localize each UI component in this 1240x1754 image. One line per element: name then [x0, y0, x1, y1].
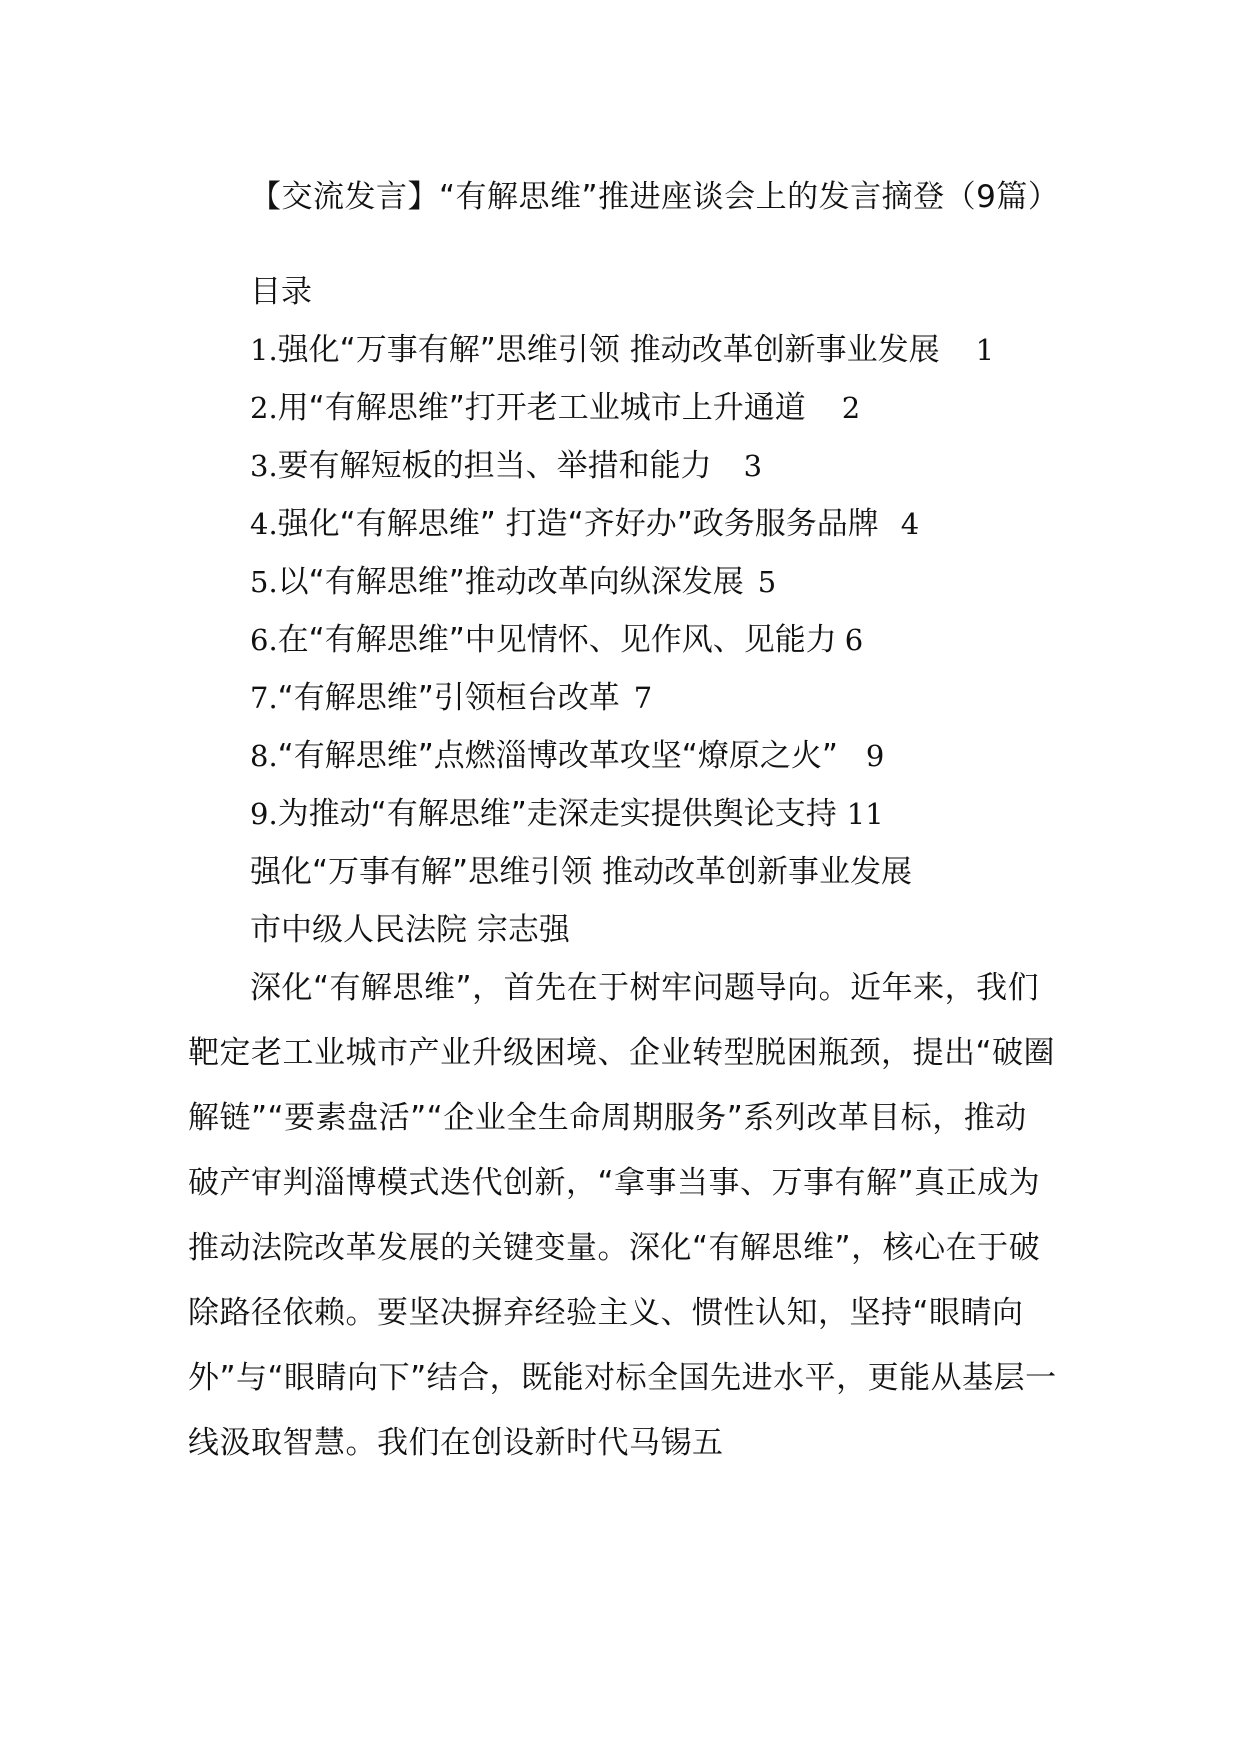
toc-item-9[interactable] [250, 782, 884, 847]
toc-item-page: 1 [975, 333, 995, 367]
toc-item-number: 2. [250, 391, 278, 425]
toc-item-number: 9. [250, 797, 278, 831]
toc-item-text: 强化“有解思维” 打造“齐好办”政务服务品牌 [277, 506, 879, 542]
document-title: 【交流发言】“有解思维”推进座谈会上的发言摘登（9篇） [250, 179, 1060, 215]
toc-item-text: 在“有解思维”中见情怀、见作风、见能力 [277, 622, 837, 658]
toc-item-number: 3. [250, 449, 278, 483]
toc-item-page: 9 [865, 739, 885, 773]
toc-item-5[interactable] [250, 550, 776, 615]
author-line: 市中级人民法院 宗志强 [250, 912, 570, 948]
toc-item-page: 6 [844, 623, 864, 657]
toc-item-page: 2 [841, 391, 861, 425]
toc-item-text: 要有解短板的担当、举措和能力 [277, 448, 712, 484]
toc-item-8[interactable] [250, 724, 884, 789]
toc-item-number: 7. [250, 681, 278, 715]
toc-item-text: 强化“万事有解”思维引领 推动改革创新事业发展 [277, 332, 940, 368]
toc-item-1[interactable] [250, 318, 994, 383]
section-title: 强化“万事有解”思维引领 推动改革创新事业发展 [250, 854, 912, 890]
toc-item-2[interactable] [250, 376, 860, 441]
toc-item-page: 11 [846, 797, 884, 831]
toc-item-6[interactable] [250, 608, 863, 673]
toc-item-text: 为推动“有解思维”走深走实提供舆论支持 [277, 796, 837, 832]
toc-item-7[interactable] [250, 666, 652, 731]
toc-item-number: 4. [250, 507, 278, 541]
toc-item-3[interactable] [250, 434, 762, 499]
toc-item-text: 以“有解思维”推动改革向纵深发展 [277, 564, 744, 600]
toc-item-text: “有解思维”点燃淄博改革攻坚“燎原之火” [277, 738, 838, 774]
toc-item-number: 1. [250, 333, 278, 367]
toc-item-page: 4 [900, 507, 920, 541]
toc-item-number: 6. [250, 623, 278, 657]
toc-item-text: 用“有解思维”打开老工业城市上升通道 [277, 390, 806, 426]
toc-heading: 目录 [250, 274, 312, 310]
toc-item-number: 5. [250, 565, 278, 599]
toc-item-text: “有解思维”引领桓台改革 [277, 680, 620, 716]
body-paragraph: 深化“有解思维”，首先在于树牢问题导向。近年来，我们靶定老工业城市产业升级困境、企业转型脱困瓶颈，提出“破圈解链”“要素盘活”“企业全生命周期服务”系列改革目标，推动破产审判淄博模式迭代创新，“拿事当事、万事有解”真正成为推动法院改革发展的关键变量。深化“有解思维”，核心在于破除路径依赖。要坚决摒弃经验主义、惯性认知，坚持“眼睛向外”与“眼睛向下”结合，既能对标全国先进水平，更能从基层一线汲取智慧。我们在创设新时代马锡五 [188, 970, 1057, 1461]
toc-item-page: 7 [633, 681, 653, 715]
toc-item-page: 5 [757, 565, 777, 599]
toc-item-page: 3 [743, 449, 763, 483]
toc-item-number: 8. [250, 739, 278, 773]
toc-item-4[interactable] [250, 492, 919, 557]
